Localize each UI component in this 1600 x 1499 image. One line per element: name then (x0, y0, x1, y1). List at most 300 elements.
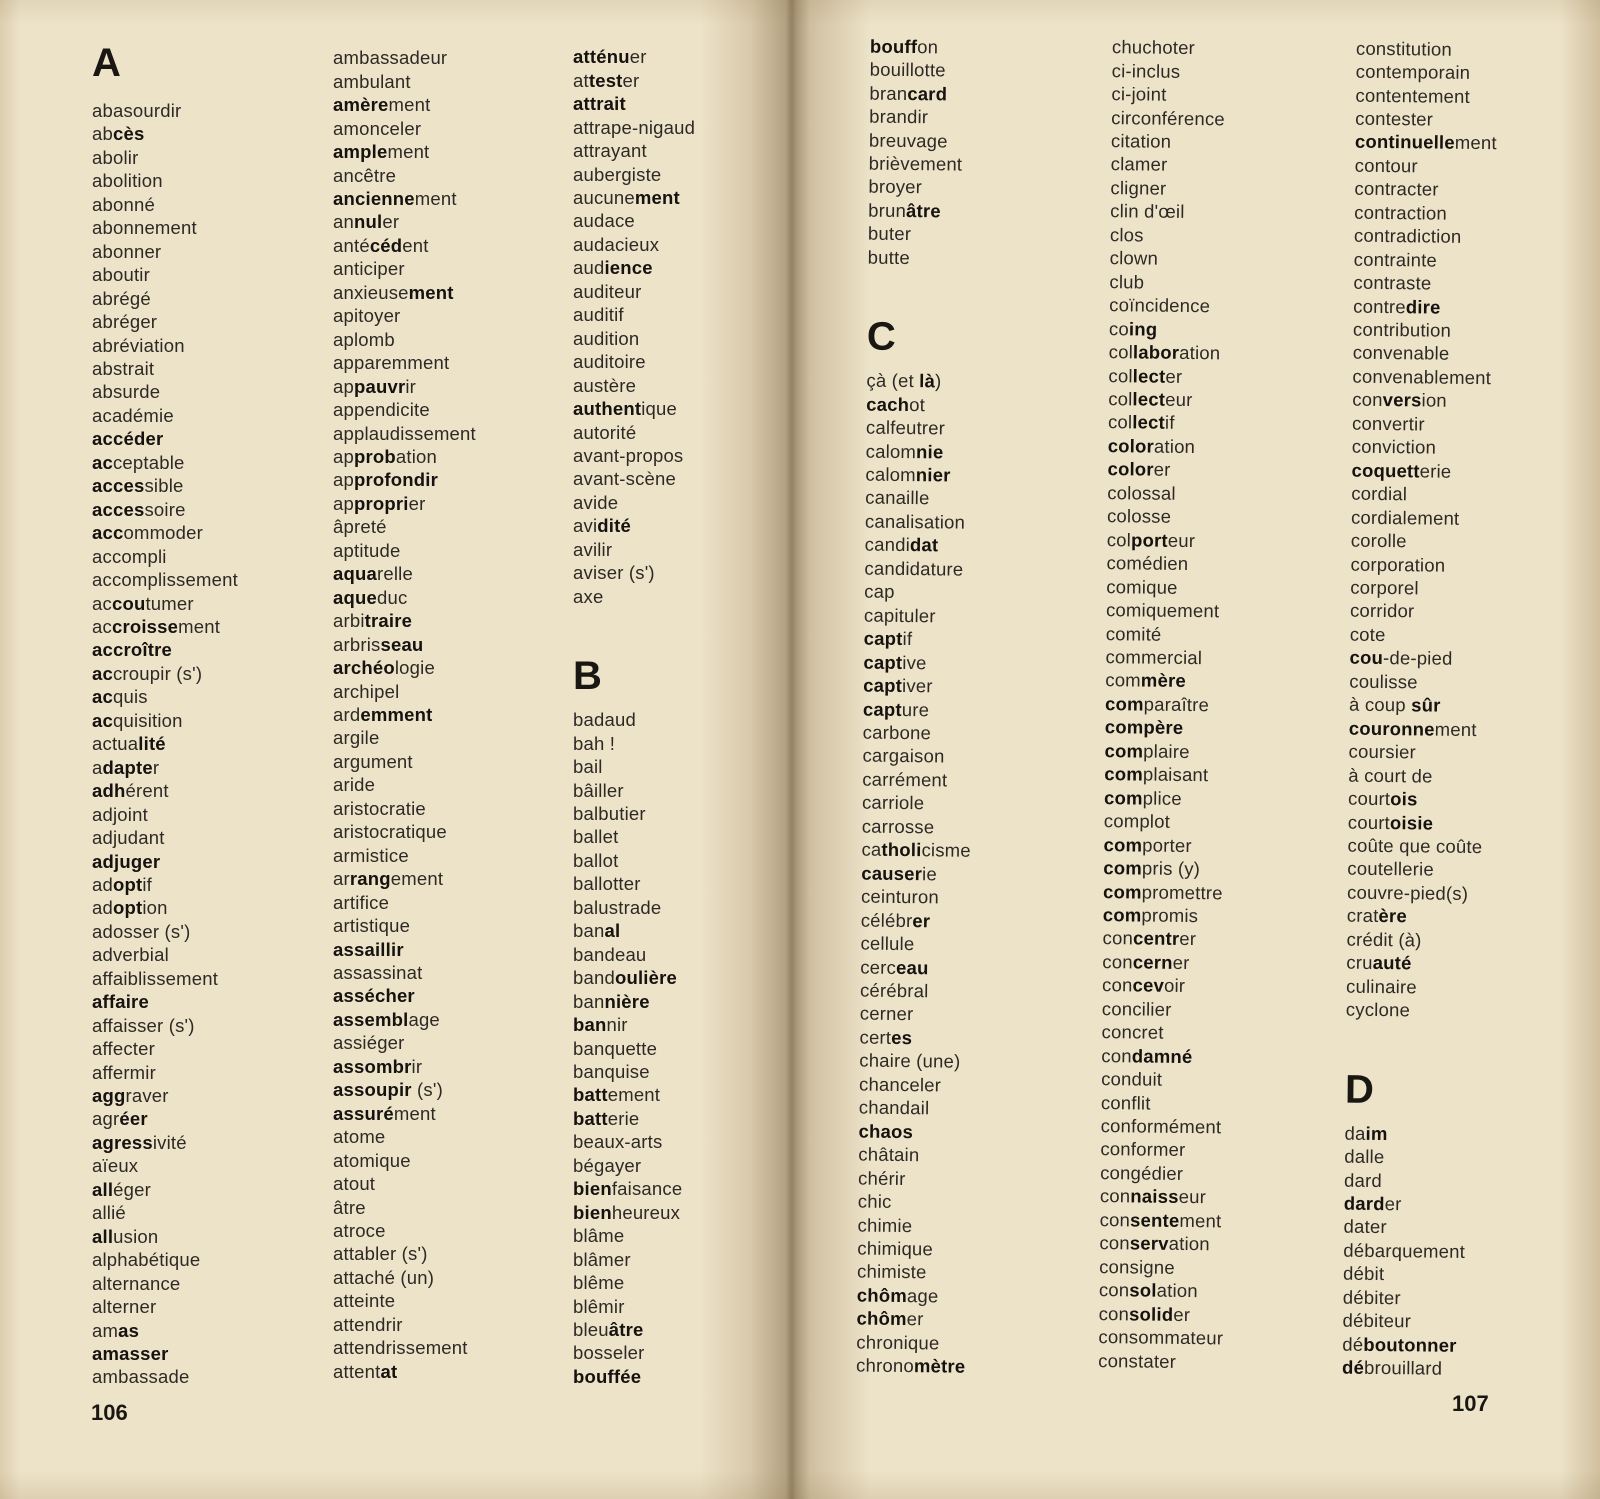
word-entry: banquette (573, 1037, 658, 1059)
word-entry (92, 521, 238, 544)
word-bold-part: oisie (1389, 811, 1434, 834)
letter-section-continued (1098, 35, 1237, 1373)
word-regular-part: am (92, 1319, 119, 1341)
word-bold-part: agress (92, 1131, 153, 1153)
word-entry: argile (333, 727, 380, 749)
word-entry (573, 45, 695, 68)
word-entry: appendicite (333, 399, 430, 421)
word-regular-part: avi (573, 515, 598, 537)
word-entry: beaux-arts (573, 1131, 663, 1153)
word-entry: chimique (857, 1237, 934, 1260)
word-regular-part: er (408, 492, 426, 514)
word-regular-part: contre (1353, 295, 1406, 317)
word-regular-part: dé (1342, 1333, 1364, 1355)
letter-section-d (1342, 1069, 1487, 1380)
word-bold-part: seau (380, 633, 424, 655)
word-entry: coulisse (1349, 670, 1418, 693)
word-regular-part: ive (902, 651, 927, 673)
word-entry: attabler (s') (333, 1243, 428, 1265)
word-bold-part: dat (909, 534, 939, 556)
word-entry (861, 908, 971, 933)
word-bold-part: croisse (111, 615, 179, 637)
word-entry (92, 873, 238, 896)
word-bold-part: color (1107, 435, 1155, 457)
word-entry: aristocratique (333, 821, 447, 843)
word-bold-part: assaillir (333, 938, 404, 960)
word-bold-part: ac (92, 662, 113, 684)
word-entry (92, 427, 238, 450)
word-entry: débiteur (1342, 1309, 1412, 1332)
word-regular-part: ment (1179, 1209, 1222, 1232)
word-bold-part: eau (895, 956, 929, 978)
word-bold-part: coquett (1351, 459, 1420, 482)
word-entry: atome (333, 1126, 386, 1148)
word-bold-part: propri (353, 492, 409, 514)
word-entry: carbone (862, 721, 932, 744)
word-entry: comiquement (1105, 599, 1220, 622)
word-entry: chimie (857, 1214, 913, 1236)
word-entry: convenablement (1352, 365, 1492, 389)
word-regular-part: relle (376, 563, 413, 585)
word-entry: culinaire (1346, 975, 1417, 998)
word-entry (1105, 692, 1230, 717)
word-bold-part: batt (573, 1107, 608, 1129)
word-entry: coïncidence (1109, 294, 1211, 317)
word-regular-part: iver (901, 675, 933, 697)
left-page (0, 0, 790, 1450)
word-bold-part: port (1130, 529, 1168, 551)
word-bold-part: assoupir (333, 1079, 412, 1101)
word-entry: attendrir (333, 1313, 403, 1335)
word-entry (333, 468, 476, 491)
word-bold-part: ac (92, 686, 113, 708)
word-entry (333, 1360, 476, 1383)
word-entry: aubergiste (573, 163, 662, 185)
word-entry (573, 1177, 695, 1200)
word-regular-part: ar (333, 868, 350, 890)
word-regular-part: arbris (333, 633, 381, 655)
word-entry: abasourdir (92, 100, 182, 121)
section-letter-heading: D (1344, 1067, 1375, 1112)
word-entry (573, 990, 695, 1013)
word-regular-part: soire (144, 498, 186, 520)
word-entry (1348, 810, 1490, 835)
word-regular-part: er (382, 211, 400, 233)
word-entry: bandeau (573, 943, 647, 965)
word-bold-part: authent (573, 398, 642, 420)
word-entry: débarquement (1343, 1239, 1466, 1262)
word-bold-part: affaire (92, 991, 149, 1013)
word-bold-part: dire (1405, 295, 1441, 318)
word-regular-part: tumer (145, 592, 194, 614)
word-regular-part: er (1384, 1193, 1402, 1215)
word-entry (92, 850, 238, 873)
word-entry: cote (1349, 623, 1386, 645)
word-regular-part: actua (92, 733, 139, 755)
word-regular-part: if (902, 628, 913, 650)
word-bold-part: dé (1342, 1356, 1365, 1379)
word-bold-part: continuelle (1354, 131, 1455, 154)
word-bold-part: ois (1390, 788, 1418, 810)
word-bold-part: damné (1131, 1045, 1193, 1067)
word-bold-part: accéder (92, 428, 164, 450)
word-bold-part: color (1107, 458, 1154, 480)
word-entry: blêmir (573, 1295, 625, 1317)
word-entry: bâiller (573, 779, 624, 801)
word-regular-part: ap (333, 375, 354, 397)
word-regular-part: col (1108, 364, 1133, 386)
right-page-column-2 (1098, 35, 1237, 1373)
word-regular-part: ment (414, 188, 457, 210)
word-entry: circonférence (1111, 106, 1225, 129)
word-entry (333, 492, 476, 515)
word-regular-part: bran (869, 82, 908, 104)
word-entry (92, 662, 238, 685)
left-page-column-3 (573, 45, 695, 1388)
word-regular-part: ad (92, 897, 113, 919)
word-regular-part: ement (390, 868, 444, 890)
word-entry: apparemment (333, 352, 450, 374)
word-entry (866, 439, 976, 464)
word-entry (1100, 1208, 1225, 1233)
word-regular-part: con (1099, 1232, 1130, 1254)
word-bold-part: naiss (1130, 1185, 1179, 1208)
word-entry: audacieux (573, 233, 660, 255)
word-regular-part: duc (376, 586, 408, 608)
word-regular-part: cert (859, 1026, 892, 1048)
word-entry: coûte que coûte (1347, 834, 1483, 858)
word-entry (92, 592, 238, 615)
word-entry (1351, 458, 1493, 483)
word-bold-part: lect (1132, 364, 1166, 387)
word-entry (92, 1131, 238, 1154)
word-entry (333, 562, 476, 585)
word-entry: contester (1355, 107, 1434, 130)
word-entry: âtre (333, 1196, 366, 1218)
word-entry: aviser (s') (573, 562, 655, 584)
word-bold-part: chaos (858, 1120, 914, 1142)
word-regular-part: ac (92, 615, 112, 637)
word-entry: constater (1098, 1349, 1177, 1372)
word-entry: blâmer (573, 1248, 631, 1270)
word-regular-part: quisition (112, 709, 183, 731)
word-regular-part: if (142, 873, 153, 895)
word-entry (1349, 646, 1491, 671)
word-regular-part: ) (934, 370, 942, 392)
word-regular-part: con (1099, 1208, 1131, 1231)
word-regular-part: ion (142, 897, 168, 919)
word-bold-part: dard (1343, 1192, 1385, 1215)
word-entry (866, 392, 976, 417)
word-regular-part: promis (1141, 904, 1199, 927)
word-regular-part: cru (1346, 951, 1373, 974)
word-regular-part: ion (1421, 389, 1447, 412)
word-entry (333, 867, 476, 890)
word-regular-part: age (408, 1008, 440, 1030)
word-regular-part: ap (333, 469, 354, 491)
word-entry (1102, 927, 1227, 952)
word-bold-part: er (912, 909, 931, 931)
word-entry (1108, 364, 1233, 389)
word-regular-part: porter (1142, 834, 1192, 856)
word-entry (573, 69, 695, 92)
word-regular-part: arbi (333, 610, 365, 632)
word-regular-part: ation (1156, 1279, 1198, 1302)
word-regular-part: cerc (860, 956, 897, 978)
word-entry: ceinturon (860, 885, 940, 908)
word-entry: chimiste (856, 1260, 927, 1283)
word-regular-part: croupir (s') (112, 662, 203, 684)
word-bold-part: traire (364, 610, 413, 632)
word-entry: crédit (à) (1346, 928, 1422, 951)
word-entry: chuchoter (1111, 36, 1196, 59)
word-entry: colossal (1107, 481, 1176, 504)
word-entry (1349, 716, 1491, 741)
word-entry (1108, 387, 1233, 412)
word-entry (863, 650, 973, 675)
word-regular-part: an (333, 211, 354, 233)
word-bold-part: serv (1129, 1232, 1169, 1255)
letter-section-continued (573, 45, 695, 608)
word-regular-part: ad (92, 873, 113, 895)
word-entry (1099, 1302, 1224, 1327)
word-entry: clown (1109, 247, 1159, 269)
word-entry: carrément (862, 768, 948, 791)
word-entry (861, 838, 971, 863)
word-entry (92, 1178, 238, 1201)
word-entry: assassinat (333, 961, 423, 983)
word-regular-part: ation (395, 446, 438, 467)
letter-section-continued (1346, 36, 1498, 1022)
word-entry (92, 1084, 238, 1107)
word-entry: conformer (1100, 1138, 1186, 1161)
word-entry (863, 674, 973, 699)
word-entry (1352, 388, 1494, 413)
word-regular-part: usion (113, 1225, 159, 1247)
left-page-column-1 (92, 40, 238, 1389)
word-entry: austère (573, 374, 637, 396)
word-regular-part: court (1347, 787, 1391, 810)
word-entry (92, 122, 238, 145)
word-entry: commercial (1105, 646, 1203, 669)
word-regular-part: con (1102, 974, 1133, 996)
word-bold-part: attrait (573, 93, 626, 115)
word-regular-part: er (622, 69, 640, 91)
word-entry (865, 463, 975, 488)
word-entry (333, 633, 476, 656)
word-bold-part: com (1102, 880, 1142, 903)
word-entry: complot (1103, 810, 1171, 832)
word-entry (1109, 340, 1234, 365)
word-bold-part: batt (573, 1084, 608, 1106)
word-entry (1104, 786, 1229, 811)
word-entry: capituler (863, 604, 936, 627)
word-entry: abonner (92, 240, 162, 262)
word-entry: abrégé (92, 287, 151, 309)
word-entry (333, 210, 476, 233)
word-entry: châtain (858, 1143, 920, 1166)
word-entry: apitoyer (333, 305, 401, 327)
word-entry (1107, 528, 1232, 553)
word-entry: avilir (573, 538, 613, 560)
word-bold-part: accroître (92, 639, 172, 661)
word-entry: contemporain (1355, 60, 1471, 83)
word-entry: conduit (1101, 1068, 1163, 1090)
word-entry: colosse (1106, 505, 1172, 528)
word-bold-part: ience (604, 257, 653, 279)
word-entry (859, 1025, 969, 1050)
word-entry: auditoire (573, 351, 646, 373)
word-entry: chaire (une) (859, 1049, 961, 1072)
word-bold-part: chôm (856, 1307, 907, 1330)
word-bold-part: cou (111, 592, 146, 614)
word-bold-part: capt (863, 674, 903, 697)
word-bold-part: ac (92, 709, 113, 731)
word-bold-part: mètre (913, 1355, 966, 1377)
word-entry: abonnement (92, 217, 197, 239)
word-entry: chandail (858, 1096, 930, 1119)
word-entry: abréviation (92, 334, 185, 356)
word-bold-part: auté (1372, 952, 1412, 974)
word-bold-part: ère (1378, 905, 1407, 927)
word-entry: chanceler (858, 1073, 942, 1096)
word-bold-part: assécher (333, 985, 415, 1007)
word-entry: argument (333, 750, 413, 772)
word-entry: concilier (1101, 997, 1172, 1020)
word-entry (1342, 1332, 1484, 1357)
word-entry (1103, 880, 1228, 905)
word-entry: assiéger (333, 1032, 405, 1054)
word-entry (857, 1283, 967, 1308)
word-entry: cellule (860, 932, 915, 955)
word-entry: avant-propos (573, 445, 684, 466)
word-entry: bail (573, 756, 603, 778)
word-regular-part: on (917, 35, 939, 58)
word-regular-part: co (1108, 317, 1130, 339)
word-regular-part: ment (387, 141, 430, 163)
word-entry (861, 861, 971, 886)
word-bold-part: labor (1132, 341, 1180, 363)
word-regular-part: oir (1163, 975, 1186, 997)
word-entry: artistique (333, 915, 411, 937)
word-regular-part: quis (112, 686, 148, 708)
word-bold-part: cev (1132, 974, 1165, 997)
word-entry: débiter (1342, 1286, 1401, 1309)
word-entry (869, 81, 979, 106)
word-entry (573, 1083, 695, 1106)
word-bold-part: dapte (102, 756, 153, 778)
word-entry: brandir (869, 105, 929, 128)
word-bold-part: rang (349, 868, 391, 890)
word-bold-part: opt (112, 873, 143, 895)
word-entry (1099, 1231, 1224, 1256)
word-entry (865, 533, 975, 558)
word-entry: corporel (1350, 576, 1419, 599)
word-entry (92, 896, 238, 919)
word-regular-part: ie (922, 862, 938, 885)
word-entry: abolition (92, 170, 163, 192)
word-bold-part: sol (1129, 1279, 1157, 1301)
word-entry: cargaison (862, 745, 945, 767)
word-regular-part: con (1352, 389, 1383, 411)
word-bold-part: assembl (333, 1008, 409, 1030)
word-entry (333, 281, 476, 304)
word-entry: autorité (573, 421, 637, 443)
word-regular-part: col (1108, 341, 1134, 363)
word-bold-part: ban (573, 1014, 607, 1036)
word-bold-part: test (588, 69, 623, 91)
word-regular-part: ement (607, 1084, 661, 1106)
word-regular-part: (s') (411, 1079, 443, 1101)
word-entry: comédien (1106, 552, 1189, 575)
word-entry (1104, 739, 1229, 764)
letter-section-a (92, 43, 238, 1389)
word-regular-part: at (573, 69, 589, 91)
word-entry: candidature (864, 557, 964, 580)
word-entry: convertir (1351, 412, 1425, 435)
word-regular-part: plaire (1143, 740, 1190, 762)
word-entry: comité (1105, 622, 1162, 645)
word-entry (333, 1008, 476, 1031)
word-bold-part: at (380, 1360, 398, 1382)
word-entry (333, 93, 476, 116)
word-regular-part: com (1105, 669, 1141, 691)
word-bold-part: prob (353, 446, 396, 467)
word-bold-part: oulière (614, 967, 678, 989)
word-entry: aïeux (92, 1155, 139, 1177)
word-entry (333, 609, 476, 632)
word-regular-part: à coup (1348, 693, 1412, 716)
word-entry: contrainte (1353, 248, 1438, 271)
word-entry (92, 615, 238, 638)
word-regular-part: faisance (611, 1178, 683, 1200)
word-bold-part: ancienne (333, 188, 415, 210)
word-entry: atteinte (333, 1290, 396, 1312)
letter-section-continued (868, 34, 980, 270)
word-entry: calfeutrer (865, 416, 946, 439)
word-entry: artifice (333, 891, 390, 913)
word-regular-part: aucune (573, 187, 635, 209)
word-entry (92, 709, 238, 732)
word-entry: académie (92, 404, 174, 426)
word-regular-part: ir (411, 1055, 423, 1077)
letter-section-b (573, 656, 695, 1388)
word-regular-part: pris (y) (1141, 857, 1201, 880)
word-entry: avant-scène (573, 468, 676, 490)
word-regular-part: chrono (856, 1354, 915, 1377)
word-bold-part: aqua (333, 563, 377, 585)
word-entry (92, 756, 238, 779)
word-regular-part: ation (1168, 1233, 1210, 1255)
word-regular-part: ac (92, 592, 112, 614)
word-entry (333, 1078, 476, 1101)
word-bold-part: acces (92, 475, 145, 497)
word-entry (1104, 762, 1229, 787)
word-bold-part: ac (92, 451, 113, 473)
word-bold-part: com (1104, 739, 1144, 762)
word-entry (333, 984, 476, 1007)
word-regular-part: cisme (921, 839, 971, 861)
word-bold-part: bouffée (573, 1365, 642, 1387)
word-bold-part: acces (92, 498, 145, 520)
word-entry (573, 1201, 695, 1224)
word-entry: club (1109, 270, 1145, 293)
word-entry: buter (867, 222, 912, 245)
word-entry (333, 656, 476, 679)
word-entry: ci-inclus (1111, 59, 1181, 82)
word-regular-part: if (1164, 412, 1175, 434)
word-entry (870, 34, 980, 59)
